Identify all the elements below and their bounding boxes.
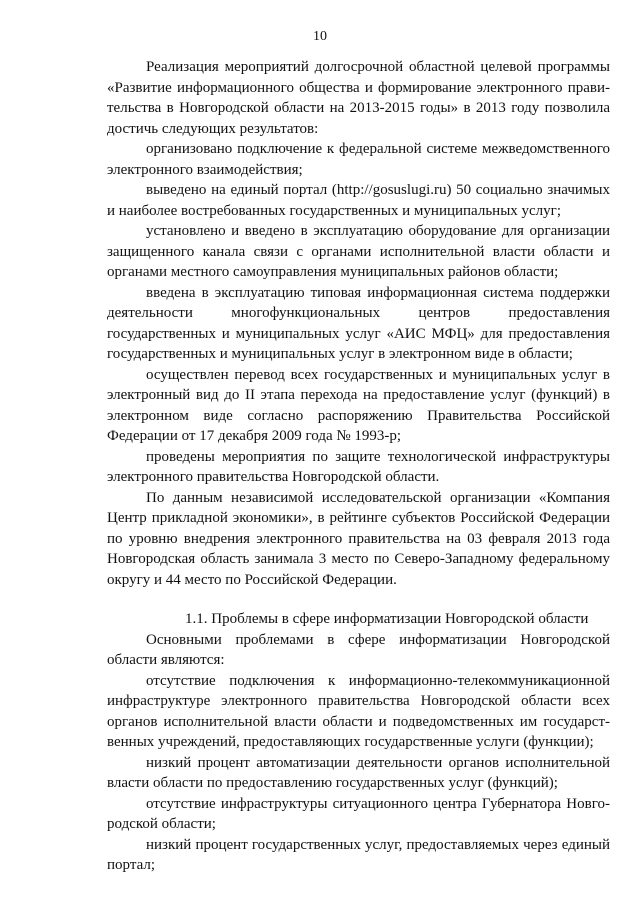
result-item: установлено и введено в эксплуатацию оборудование для организации защищенного канала связи с органами исполнительной власти области и органами местного самоуправления муниципальных районов области; [107, 223, 610, 280]
problem-item: низкий процент государственных услуг, предоставляемых через единый портал; [107, 836, 610, 873]
problem-item: низкий процент автоматизации деятельности органов исполнительной власти области по предоставлению государственных услуг (функций); [107, 754, 610, 791]
page-number: 10 [313, 29, 327, 44]
result-item: введена в эксплуатацию типовая информационная система поддержки деятельности многофункциональных центров предоставления государственных и муниципальных услуг «АИС МФЦ» для предоставления государственных и муниципальных услуг в электронном виде в области; [107, 284, 610, 362]
result-item: осуществлен перевод всех государственных и муниципальных услуг в электронный вид до II этапа перехода на предоставление услуг (функций) в электронном виде согласно распоряжению Правительства Российской Федерации от 17 декабря 2009 года № 1993-р; [107, 366, 610, 444]
problem-item: отсутствие подключения к информационно-телекоммуникационной инфраструктуре электронного правительства Новгородской области всех органов исполнительной власти области и подведомственных им государственных учреждений, предоставляющих государственные услуги (функции); [107, 672, 610, 750]
intro-paragraph: Реализация мероприятий долгосрочной областной целевой программы «Развитие информационного общества и формирование электронного правительства в Новгородской области на 2013-2015 годы» в 2013 году позволила достичь следующих результатов: [107, 59, 610, 137]
result-item: выведено на единый портал (http://gosuslugi.ru) 50 социально значимых и наиболее востребованных государственных и муниципальных услуг; [107, 182, 610, 219]
result-item: организовано подключение к федеральной системе межведомственного электронного взаимодействия; [107, 141, 610, 178]
rating-paragraph: По данным независимой исследовательской организации «Компания Центр прикладной экономики», в рейтинге субъектов Российской Федерации по уровню внедрения электронного правительства на 03 февраля 2013 года Новгородская область занимала 3 место по Северо-Западному федеральному округу и 44 место по Российской Федерации. [107, 489, 610, 588]
result-item: проведены мероприятия по защите технологической инфраструктуры электронного правительства Новгородской области. [107, 448, 610, 485]
section-heading: 1.1. Проблемы в сфере информатизации Новгородской области [185, 611, 589, 627]
problem-item: отсутствие инфраструктуры ситуационного центра Губернатора Новгородской области; [107, 795, 610, 832]
section-gap [107, 590, 610, 609]
problems-intro: Основными проблемами в сфере информатизации Новгородской области являются: [107, 631, 610, 668]
document-body [107, 57, 610, 876]
